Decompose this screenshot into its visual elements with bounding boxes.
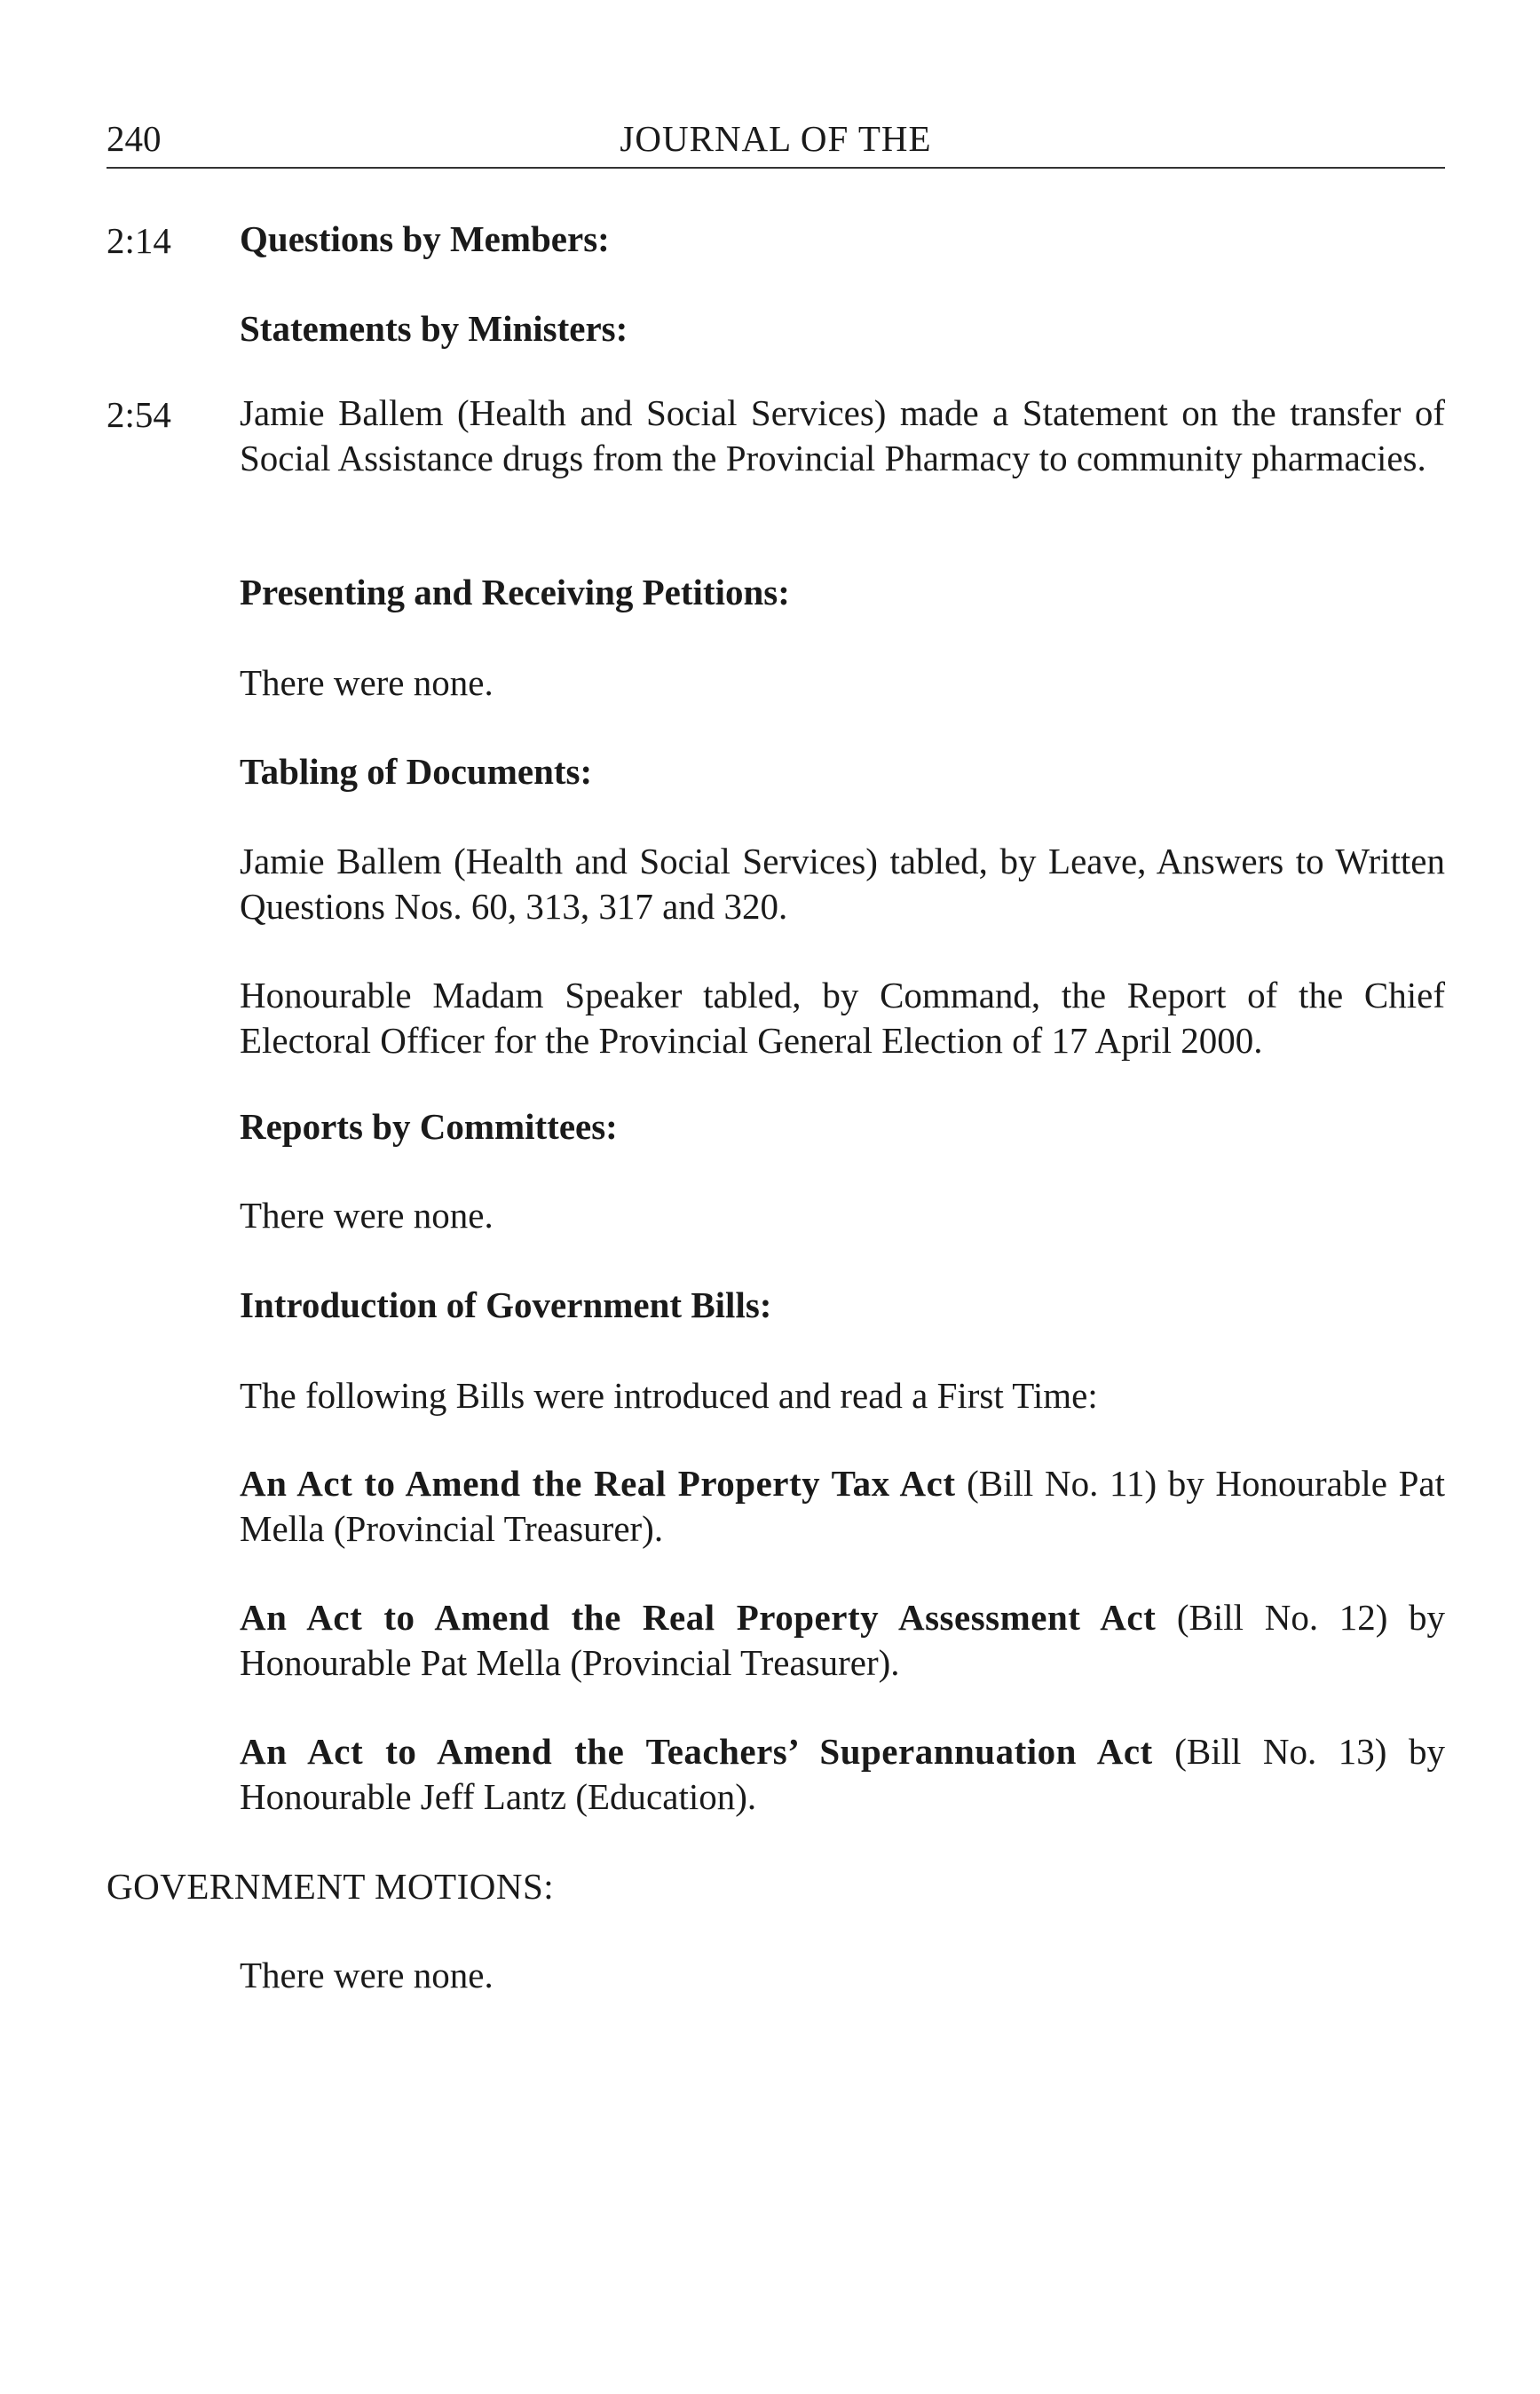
- time-stamp: 2:14: [107, 220, 171, 261]
- questions-heading: Questions by Members:: [240, 218, 610, 259]
- page-header: [107, 115, 1445, 169]
- tabling-heading: Tabling of Documents:: [240, 751, 593, 792]
- bill-details: (Bill No. 13) by Honourable Jeff Lantz (Education).: [240, 1731, 1445, 1817]
- petitions-text: There were none.: [240, 662, 494, 703]
- bills-heading: Introduction of Government Bills:: [240, 1284, 772, 1325]
- tabling-paragraph: Jamie Ballem (Health and Social Services) tabled, by Leave, Answers to Written Questions Nos. 60, 313, 317 and 320.: [240, 841, 1445, 927]
- bill-title: An Act to Amend the Real Property Assessment Act: [240, 1597, 1157, 1638]
- running-title: JOURNAL OF THE: [620, 118, 932, 159]
- bill-details: (Bill No. 11) by Honourable Pat Mella (Provincial Treasurer).: [240, 1463, 1445, 1549]
- statement-paragraph: Jamie Ballem (Health and Social Services) made a Statement on the transfer of Social Assistance drugs from the Provincial Pharmacy to community pharmacies.: [240, 392, 1445, 478]
- bill-title: An Act to Amend the Real Property Tax Act: [240, 1463, 956, 1504]
- bill-details: (Bill No. 12) by Honourable Pat Mella (Provincial Treasurer).: [240, 1597, 1446, 1683]
- bills-intro: The following Bills were introduced and read a First Time:: [240, 1375, 1098, 1416]
- page-number: 240: [107, 118, 162, 159]
- tabling-paragraph: Honourable Madam Speaker tabled, by Command, the Report of the Chief Electoral Officer for the Provincial General Election of 17 April 2000.: [240, 975, 1445, 1061]
- bill-entry: [240, 1729, 1445, 1820]
- bill-title: An Act to Amend the Teachers’ Superannuation Act: [240, 1731, 1153, 1772]
- time-stamp: 2:54: [107, 394, 171, 435]
- petitions-heading: Presenting and Receiving Petitions:: [240, 572, 790, 612]
- statements-heading: Statements by Ministers:: [240, 308, 628, 349]
- motions-text: There were none.: [240, 1955, 494, 1995]
- committees-heading: Reports by Committees:: [240, 1106, 618, 1147]
- motions-heading: GOVERNMENT MOTIONS:: [107, 1866, 555, 1907]
- bill-entry: [240, 1595, 1445, 1686]
- bill-entry: [240, 1461, 1445, 1552]
- committees-text: There were none.: [240, 1195, 494, 1236]
